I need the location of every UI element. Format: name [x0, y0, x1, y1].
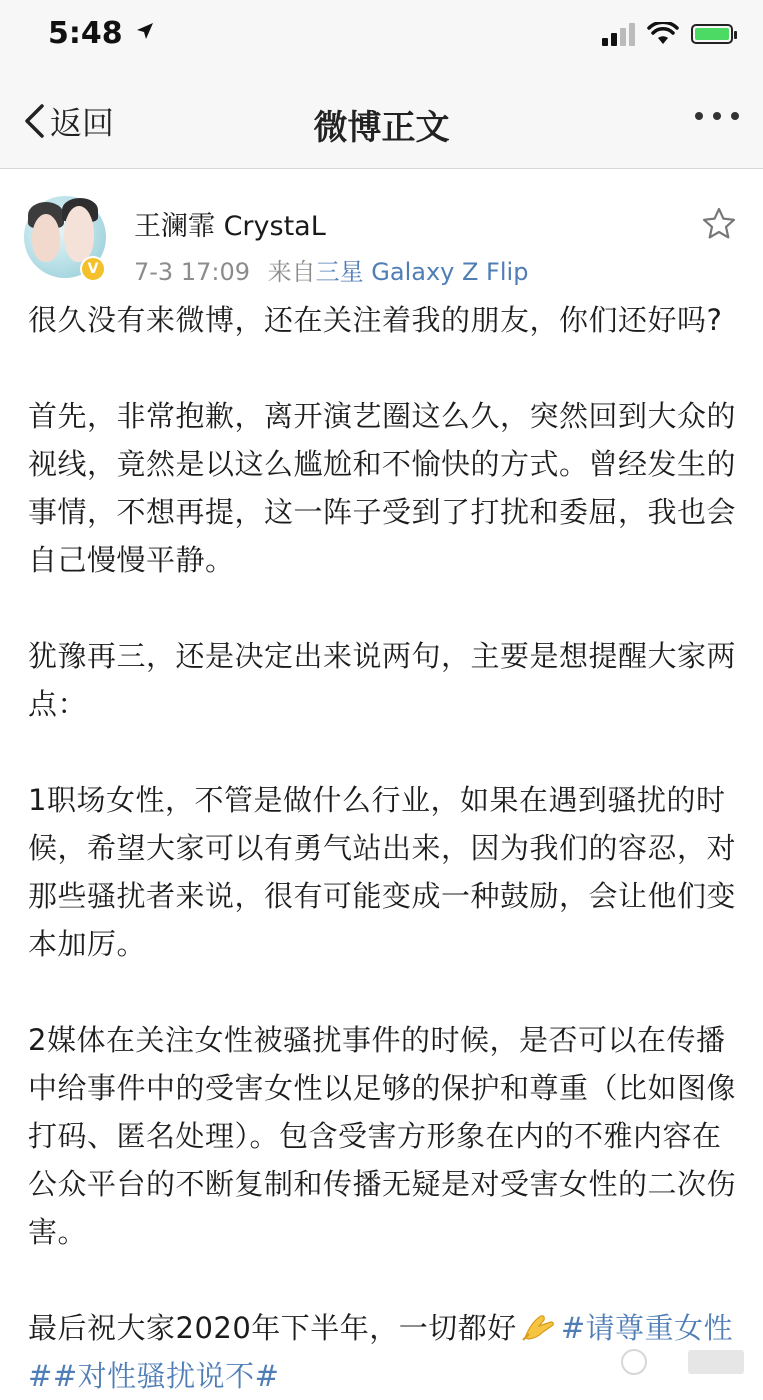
battery-charging-icon — [691, 24, 733, 44]
post-paragraph: 很久没有来微博，还在关注着我的朋友，你们还好吗? — [28, 303, 723, 337]
ellipsis-icon — [695, 112, 703, 120]
avatar-art — [64, 206, 94, 262]
verified-icon: V — [80, 256, 106, 282]
ellipsis-dot — [713, 112, 721, 120]
navigation-bar — [0, 72, 763, 169]
avatar-art — [32, 214, 60, 262]
location-arrow-icon — [135, 21, 155, 41]
hashtag-link[interactable]: #对性骚扰说不# — [52, 1359, 280, 1393]
more-button[interactable] — [695, 112, 739, 120]
hashtag-link[interactable]: #请尊重女性# — [28, 1311, 734, 1393]
watermark-logo — [610, 1340, 750, 1384]
username[interactable]: 王澜霏 CrystaL — [134, 211, 326, 242]
page-title: 微博正文 — [313, 108, 450, 148]
back-label: 返回 — [50, 104, 115, 142]
post-body — [28, 296, 740, 1400]
time-text: 5:48 — [48, 16, 123, 51]
source-prefix: 来自 — [267, 258, 316, 286]
post-paragraph: 2媒体在关注女性被骚扰事件的时候，是否可以在传播中给事件中的受害女性以足够的保护和尊重（比如图像打码、匿名处理）。包含受害方形象在内的不雅内容在公众平台的不断复制和传播无疑是对受害女性的二次伤害。 — [28, 1023, 737, 1249]
post-paragraph: 犹豫再三，还是决定出来说两句，主要是想提醒大家两点： — [28, 639, 737, 721]
cellular-signal-icon — [602, 22, 635, 46]
star-outline-icon[interactable] — [701, 206, 737, 242]
ellipsis-dot — [731, 112, 739, 120]
status-icons — [602, 22, 733, 46]
device-source[interactable]: 三星 Galaxy Z Flip — [315, 258, 529, 286]
status-time — [48, 16, 155, 51]
post-paragraph: 1职场女性，不管是做什么行业，如果在遇到骚扰的时候，希望大家可以有勇气站出来，因为我们的容忍，对那些骚扰者来说，很有可能变成一种鼓励，会让他们变本加厉。 — [28, 783, 737, 961]
status-bar — [0, 0, 763, 72]
post-paragraph: 首先，非常抱歉，离开演艺圈这么久，突然回到大众的视线，竟然是以这么尴尬和不愉快的方式。曾经发生的事情，不想再提，这一阵子受到了打扰和委屈，我也会自己慢慢平静。 — [28, 399, 737, 577]
praying-hands-icon — [521, 1312, 557, 1342]
closing-text: 最后祝大家2020年下半年，一切都好 — [28, 1311, 517, 1345]
post-meta — [134, 252, 528, 287]
wifi-icon — [647, 22, 679, 46]
timestamp: 7-3 17:09 — [134, 258, 250, 286]
